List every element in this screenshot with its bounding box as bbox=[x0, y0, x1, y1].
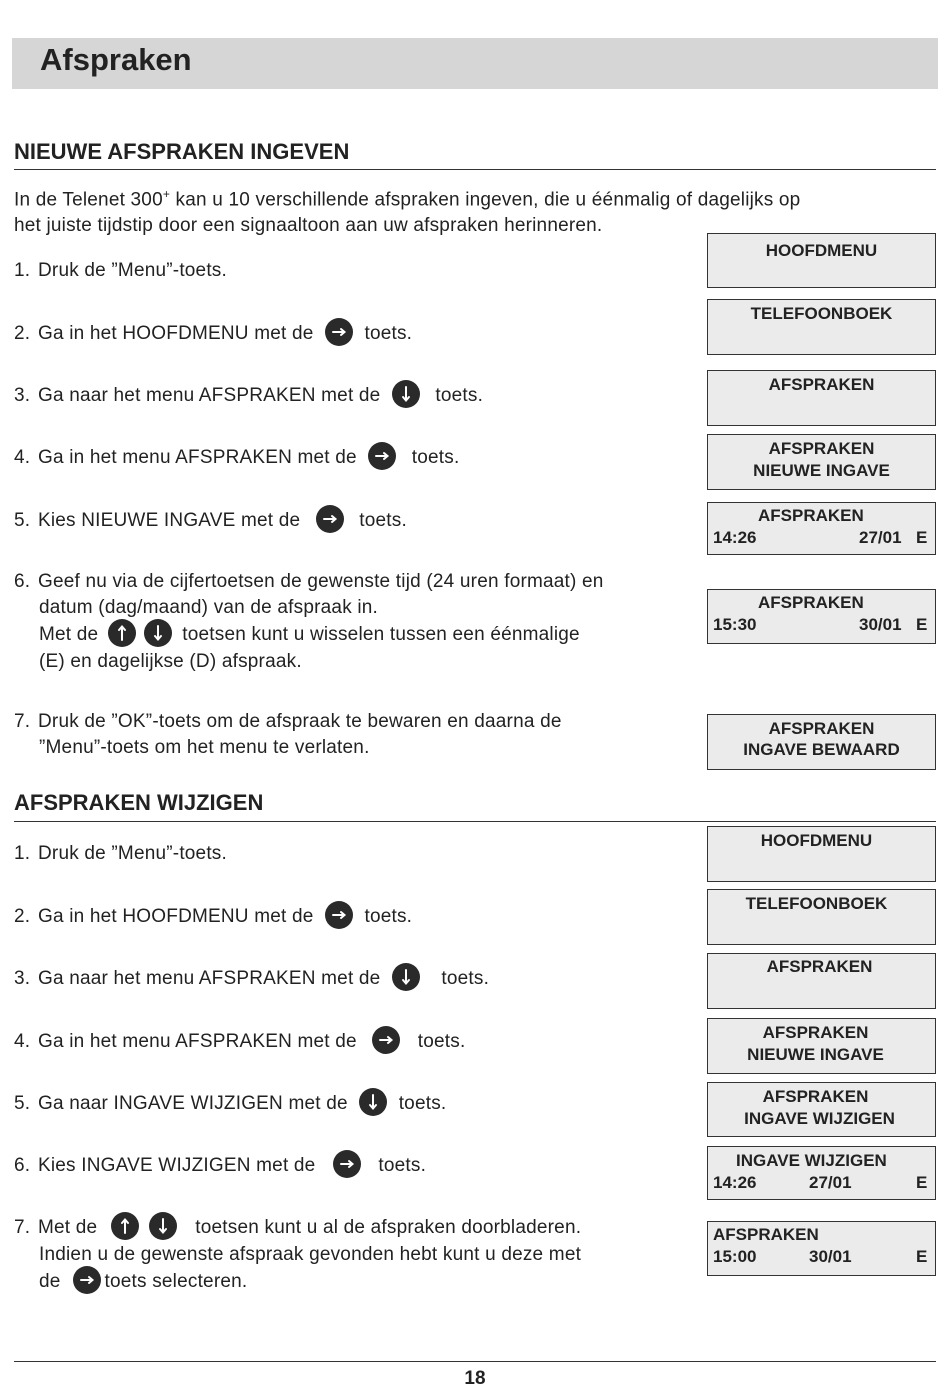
step-text-line1-post: toetsen kunt u al de afspraken doorbladeren. bbox=[195, 1217, 582, 1239]
step-text: Kies NIEUWE INGAVE met de bbox=[38, 510, 301, 532]
lcd-line1: TELEFOONBOEK bbox=[745, 894, 888, 913]
lcd-line1: HOOFDMENU bbox=[765, 241, 878, 260]
step-text-line3-post: toets selecteren. bbox=[104, 1271, 248, 1293]
s2-step-7 bbox=[14, 1214, 581, 1296]
lcd-display bbox=[707, 589, 936, 644]
arrow-right-key-icon bbox=[372, 1026, 400, 1054]
lcd-line1: AFSPRAKEN bbox=[758, 506, 864, 525]
lcd-line2: INGAVE WIJZIGEN bbox=[744, 1109, 895, 1128]
intro-text-1b: kan u 10 verschillende afspraken ingeven, die u éénmalig of dagelijks op bbox=[170, 189, 801, 211]
lcd-time: 15:00 bbox=[713, 1247, 757, 1266]
step-text: Ga in het menu AFSPRAKEN met de bbox=[38, 447, 357, 469]
lcd-display bbox=[707, 953, 936, 1009]
intro-paragraph bbox=[14, 181, 914, 239]
s2-step-4 bbox=[14, 1028, 465, 1056]
arrow-down-key-icon bbox=[392, 380, 420, 408]
lcd-display bbox=[707, 299, 936, 355]
step-text-line3-post: toetsen kunt u wisselen tussen een éénmalige bbox=[182, 624, 580, 646]
lcd-date: 27/01 bbox=[859, 528, 902, 547]
lcd-display bbox=[707, 1082, 936, 1137]
step-text-post: toets. bbox=[417, 1031, 466, 1053]
arrow-down-key-icon bbox=[392, 963, 420, 991]
s1-step-6 bbox=[14, 569, 604, 675]
lcd-line2: NIEUWE INGAVE bbox=[753, 461, 890, 480]
arrow-up-key-icon bbox=[108, 619, 136, 647]
lcd-date: 27/01 bbox=[809, 1173, 852, 1192]
step-text-post: toets. bbox=[411, 447, 460, 469]
intro-text-2: het juiste tijdstip door een signaaltoon aan uw afspraken herinneren. bbox=[14, 215, 603, 237]
arrow-right-key-icon bbox=[325, 318, 353, 346]
lcd-display bbox=[707, 370, 936, 426]
arrow-down-key-icon bbox=[359, 1088, 387, 1116]
s2-step-1 bbox=[14, 841, 227, 867]
s1-step-7 bbox=[14, 709, 562, 761]
step-number: 4. bbox=[14, 447, 31, 469]
step-text-post: toets. bbox=[398, 1093, 447, 1115]
lcd-display bbox=[707, 434, 936, 490]
step-text-post: toets. bbox=[441, 968, 490, 990]
step-text: Ga in het HOOFDMENU met de bbox=[38, 323, 314, 345]
step-text: Kies INGAVE WIJZIGEN met de bbox=[38, 1155, 316, 1177]
lcd-line1: AFSPRAKEN bbox=[766, 957, 873, 976]
step-number: 2. bbox=[14, 323, 31, 345]
step-text-line4: (E) en dagelijkse (D) afspraak. bbox=[39, 651, 302, 672]
step-number: 1. bbox=[14, 260, 31, 281]
intro-sup: + bbox=[162, 187, 171, 201]
step-text-post: toets. bbox=[359, 510, 407, 532]
lcd-display bbox=[707, 502, 936, 555]
step-number: 3. bbox=[14, 385, 31, 407]
arrow-right-key-icon bbox=[73, 1266, 101, 1294]
step-text-line1: Druk de ”OK”-toets om de afspraak te bewaren en daarna de bbox=[38, 711, 562, 732]
lcd-line1: AFSPRAKEN bbox=[758, 593, 864, 612]
s2-step-6 bbox=[14, 1152, 426, 1180]
lcd-mode: E bbox=[916, 1247, 928, 1266]
step-text-line3 bbox=[14, 621, 604, 649]
lcd-mode: E bbox=[916, 615, 928, 634]
arrow-right-key-icon bbox=[368, 442, 396, 470]
step-text-line1-pre: Met de bbox=[38, 1217, 98, 1239]
lcd-display bbox=[707, 1018, 936, 1074]
step-text: Ga in het HOOFDMENU met de bbox=[38, 906, 314, 928]
s1-step-5 bbox=[14, 507, 407, 535]
header-bar bbox=[12, 38, 938, 89]
arrow-down-key-icon bbox=[144, 619, 172, 647]
section-heading-edit-appointments: AFSPRAKEN WIJZIGEN bbox=[14, 790, 264, 815]
lcd-line1: AFSPRAKEN bbox=[768, 719, 875, 738]
arrow-up-key-icon bbox=[111, 1212, 139, 1240]
lcd-time: 15:30 bbox=[713, 615, 757, 634]
lcd-line1: HOOFDMENU bbox=[760, 831, 873, 850]
step-text-line2: Indien u de gewenste afspraak gevonden hebt kunt u deze met bbox=[39, 1244, 582, 1265]
step-number: 5. bbox=[14, 510, 31, 532]
step-text: Druk de ”Menu”-toets. bbox=[38, 843, 227, 864]
lcd-time: 14:26 bbox=[713, 1173, 757, 1192]
step-text-line2: ”Menu”-toets om het menu te verlaten. bbox=[39, 737, 370, 758]
lcd-date: 30/01 bbox=[809, 1247, 852, 1266]
lcd-line1: AFSPRAKEN bbox=[768, 439, 875, 458]
lcd-display bbox=[707, 233, 936, 288]
lcd-date: 30/01 bbox=[859, 615, 902, 634]
step-text: Ga naar het menu AFSPRAKEN met de bbox=[38, 385, 381, 407]
step-text: Ga naar het menu AFSPRAKEN met de bbox=[38, 968, 381, 990]
step-text-post: toets. bbox=[435, 385, 484, 407]
lcd-display bbox=[707, 714, 936, 770]
lcd-line1: AFSPRAKEN bbox=[762, 1087, 869, 1106]
step-number: 5. bbox=[14, 1093, 31, 1115]
section-rule bbox=[14, 821, 936, 822]
step-number: 6. bbox=[14, 1155, 31, 1177]
page-number: 18 bbox=[464, 1368, 486, 1389]
step-text-post: toets. bbox=[364, 323, 413, 345]
s1-step-3 bbox=[14, 382, 483, 410]
section-heading-new-appointments: NIEUWE AFSPRAKEN INGEVEN bbox=[14, 139, 350, 164]
step-text: Druk de ”Menu”-toets. bbox=[38, 260, 227, 281]
step-text-post: toets. bbox=[378, 1155, 427, 1177]
s2-step-5 bbox=[14, 1090, 446, 1118]
section-rule bbox=[14, 169, 936, 170]
lcd-display bbox=[707, 889, 936, 945]
s2-step-2 bbox=[14, 903, 412, 931]
step-text-line3 bbox=[14, 1268, 581, 1296]
step-text-line1: Geef nu via de cijfertoetsen de gewenste tijd (24 uren formaat) en bbox=[38, 571, 604, 592]
s1-step-4 bbox=[14, 444, 459, 472]
lcd-line1: INGAVE WIJZIGEN bbox=[736, 1151, 887, 1170]
lcd-mode: E bbox=[916, 528, 928, 547]
step-text-line3-pre: de bbox=[39, 1271, 61, 1293]
step-text: Ga in het menu AFSPRAKEN met de bbox=[38, 1031, 357, 1053]
arrow-down-key-icon bbox=[149, 1212, 177, 1240]
step-number: 6. bbox=[14, 571, 31, 592]
arrow-right-key-icon bbox=[333, 1150, 361, 1178]
step-number: 3. bbox=[14, 968, 31, 990]
intro-text-1: In de Telenet 300 bbox=[14, 189, 163, 211]
arrow-right-key-icon bbox=[316, 505, 344, 533]
lcd-line1: AFSPRAKEN bbox=[762, 1023, 869, 1042]
s1-step-1 bbox=[14, 258, 227, 284]
lcd-line2: NIEUWE INGAVE bbox=[747, 1045, 884, 1064]
step-text-line3-pre: Met de bbox=[39, 624, 99, 646]
step-number: 7. bbox=[14, 1217, 31, 1239]
page-title: Afspraken bbox=[40, 42, 192, 77]
lcd-display bbox=[707, 1146, 936, 1200]
step-number: 4. bbox=[14, 1031, 31, 1053]
footer-rule bbox=[14, 1361, 936, 1362]
s1-step-2 bbox=[14, 320, 412, 348]
lcd-line1: AFSPRAKEN bbox=[768, 375, 875, 394]
lcd-mode: E bbox=[916, 1173, 928, 1192]
arrow-right-key-icon bbox=[325, 901, 353, 929]
lcd-time: 14:26 bbox=[713, 528, 757, 547]
lcd-line1: AFSPRAKEN bbox=[713, 1225, 819, 1244]
step-number: 7. bbox=[14, 711, 31, 732]
step-text: Ga naar INGAVE WIJZIGEN met de bbox=[38, 1093, 348, 1115]
step-number: 2. bbox=[14, 906, 31, 928]
s2-step-3 bbox=[14, 965, 489, 993]
lcd-display bbox=[707, 1221, 936, 1276]
lcd-display bbox=[707, 826, 936, 882]
step-text-line2: datum (dag/maand) van de afspraak in. bbox=[39, 597, 379, 618]
step-text-post: toets. bbox=[364, 906, 413, 928]
step-number: 1. bbox=[14, 843, 31, 864]
lcd-line1: TELEFOONBOEK bbox=[750, 304, 893, 323]
lcd-line2: INGAVE BEWAARD bbox=[743, 740, 900, 759]
